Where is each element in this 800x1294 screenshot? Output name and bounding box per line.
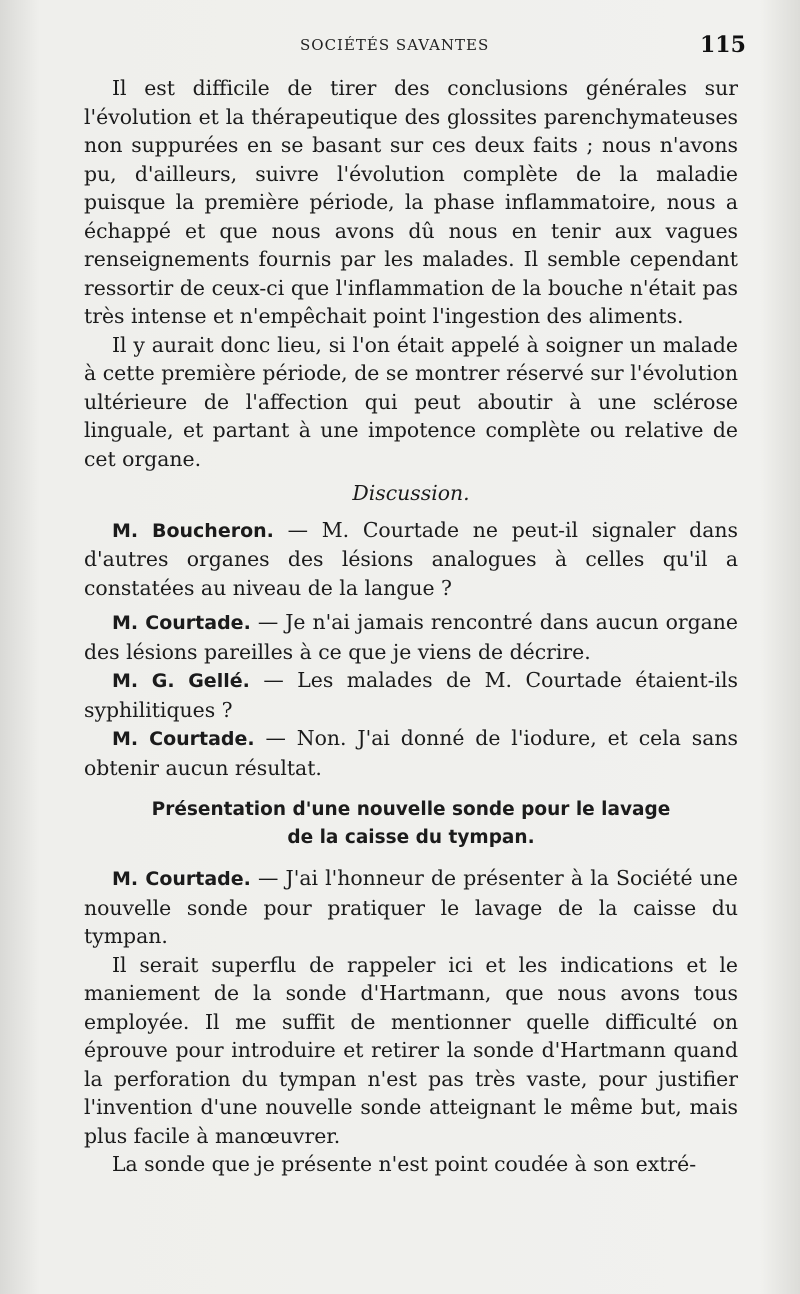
page-header xyxy=(0,32,800,60)
exchange-boucheron xyxy=(84,516,738,603)
speaker-name: M. Courtade. xyxy=(112,728,255,750)
paragraph-conclusions: Il est difficile de tirer des conclusions générales sur l'évolution et la thérapeutique des glossites parenchymateuses non suppurées en se basant sur ces deux faits ; nous n'avons pu, d'ailleurs, suivre l'évolution complète de la maladie puisque la première période, la phase inflammatoire, nous a échappé et que nous avons dû nous en tenir aux vagues renseignements fournis par les malades. Il semble cependant ressortir de ceux-ci que l'inflammation de la bouche n'était pas très intense et n'empêchait point l'ingestion des aliments. xyxy=(84,76,738,328)
paragraph-caution: Il y aurait donc lieu, si l'on était appelé à soigner un malade à cette première période, de se montrer réservé sur l'évolution ultérieure de l'affection qui peut aboutir à une sclérose linguale, et partant à une impotence complète ou relative de cet organe. xyxy=(84,332,738,471)
exchange-text: — M. Courtade ne peut-il signaler dans d'autres organes des lésions analogues à celles qu'il a constatées au niveau de la langue ? xyxy=(84,517,738,600)
section-intro-text: — J'ai l'honneur de présenter à la Société une nouvelle sonde pour pratiquer le lavage de la caisse du tympan. xyxy=(84,866,738,948)
running-head: SOCIÉTÉS SAVANTES xyxy=(300,36,490,54)
section-intro xyxy=(84,864,738,951)
speaker-name: M. Courtade. xyxy=(112,612,251,634)
page-body xyxy=(84,74,738,1179)
exchange-gelle xyxy=(84,666,738,724)
exchange-courtade-1 xyxy=(84,608,738,666)
section-title-line: Présentation d'une nouvelle sonde pour le lavage xyxy=(151,799,671,820)
section-paragraph-last: La sonde que je présente n'est point coudée à son extré- xyxy=(112,1152,697,1176)
section-paragraph: Il serait superflu de rappeler ici et les indications et le maniement de la sonde d'Hartmann, que nous avons tous employée. Il me suffit de mentionner quelle difficulté on éprouve pour introduire et retirer la sonde d'Hartmann quand la perforation du tympan n'est pas très vaste, pour justifier l'invention d'une nouvelle sonde atteignant le même but, mais plus facile à manœuvrer. xyxy=(84,952,738,1148)
exchange-text: — Je n'ai jamais rencontré dans aucun organe des lésions pareilles à ce que je viens de décrire. xyxy=(84,610,738,664)
speaker-name: M. Boucheron. xyxy=(112,519,274,542)
exchange-text: — Les malades de M. Courtade étaient-ils syphilitiques ? xyxy=(84,668,738,722)
exchange-courtade-2 xyxy=(84,724,738,782)
exchange-text: — Non. J'ai donné de l'iodure, et cela sans obtenir aucun résultat. xyxy=(84,726,739,780)
section-title xyxy=(84,796,738,852)
discussion-heading: Discussion. xyxy=(352,481,470,505)
section-title-line: de la caisse du tympan. xyxy=(287,827,535,848)
speaker-name: M. G. Gellé. xyxy=(112,670,250,692)
page-number: 115 xyxy=(700,32,746,58)
speaker-name: M. Courtade. xyxy=(112,868,251,890)
